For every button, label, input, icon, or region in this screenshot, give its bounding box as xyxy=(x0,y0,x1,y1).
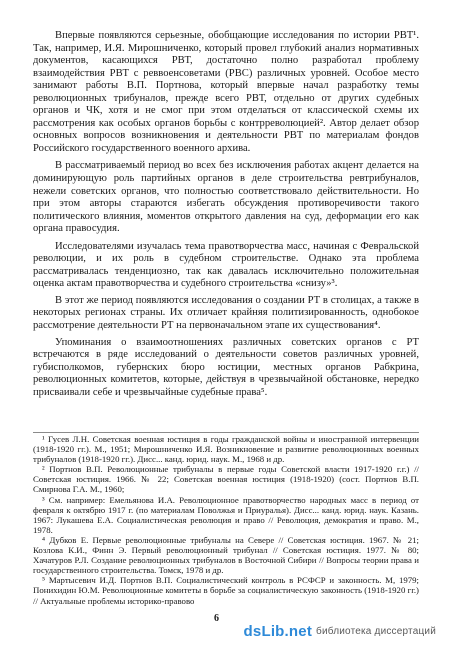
watermark-logo: dsLib.net xyxy=(243,623,313,640)
watermark xyxy=(244,623,436,640)
paragraph-4: В этот же период появляются исследования о создании РТ в столицах, а также в некоторых регионах страны. Их отличает крайняя политизированность, однобокое рассмотрение деятельности РТ на первоначальном этапе их существования⁴. xyxy=(33,294,419,332)
paragraph-3: Исследователями изучалась тема правотворчества масс, начиная с Февральской революции, и их роль в судебном строительстве. Однако эта проблема рассматривалась тенденциозно, так как давалась исключительно положительная оценка актам правотворчества и судебного строительства «снизу»³. xyxy=(33,240,419,290)
footnote-2: ² Портнов В.П. Революционные трибуналы в первые годы Советской власти 1917-1920 г.г.) // Советская юстиция. 1966. № 22; Советская военная юстиция (1918-1920) (сост. Портнов В.П. Смирнова Г.А. М., 1960; xyxy=(33,464,419,495)
paragraph-5: Упоминания о взаимоотношениях различных советских органов с РТ встречаются в ряде исследований о деятельности советов различных уровней, губисполкомов, губернских бюро юстиции, местных органов Рабкрина, революционных комитетов, которые, действуя в чрезвычайной обстановке, нередко присваивали себе и чрезвычайные судебные права⁵. xyxy=(33,336,419,398)
footnote-4: ⁴ Дубков Е. Первые революционные трибуналы на Севере // Советская юстиция. 1967. № 21; Козлова К.И., Финн Э. Первый революционный трибунал // Советская юстиция. 1977. № 80; Хачатуров Р.Л. Создание революционных трибуналов в Восточной Сибири // Вопросы теории права и государственного строительства. Томск, 1978 и др. xyxy=(33,534,419,576)
footnote-5: ⁵ Мартысевич И.Д. Портнов В.П. Социалистический контроль в РСФСР и законность. М, 1979; Понихидин Ю.М. Революционные комитеты в борьбе за социалистическую законность (1918-1920 гг.) // Актуальные проблемы историко-правово xyxy=(33,575,419,606)
watermark-subtitle: библиотека диссертаций xyxy=(316,626,436,637)
footnotes xyxy=(33,432,419,606)
main-text xyxy=(33,30,419,399)
footnote-1: ¹ Гусев Л.Н. Советская военная юстиция в годы гражданской войны и иностранной интервенции (1918-1920 гг.). М., 1951; Мирошниченко И.Я. Возникновение и развитие революционных военных трибуналов (1918-1920 гг.). Дисс... канд. юрид. наук. М., 1968 и др. xyxy=(33,434,419,465)
footnote-3: ³ См. например: Емельянова И.А. Революционное правотворчество народных масс в период от февраля к октябрю 1917 г. (по материалам Поволжья и Приуралья). Дисс... канд. юрид. наук. Казань. 1967: Лукашева Е.А. Социалистическая революция и право // Революция, демократия и право. М., 1978. xyxy=(33,494,419,535)
footnote-divider xyxy=(33,432,419,433)
paragraph-1: Впервые появляются серьезные, обобщающие исследования по истории РВТ¹. Так, например, И.Я. Мирошниченко, который провел глубокий анализ нормативных документов, касающихся РВТ, достаточно полно разработал проблему взаимодействия РВТ с реввоенсоветами (РВС) различных уровней. Особое место занимают работы В.П. Портнова, который впервые начал разработку темы революционных трибуналов, прежде всего РВТ, отдельно от других судебных органов и ЧК, хотя и не смог при этом отделаться от классической схемы их рассмотрения как особых органов борьбы с контрреволюцией². Автор делает обзор основных вопросов возникновения и деятельности РВТ по материалам фондов Российского государственного военного архива. xyxy=(33,30,419,154)
paragraph-2: В рассматриваемый период во всех без исключения работах акцент делается на доминирующую роль партийных органов в деле строительства ревтрибуналов, нежели советских органов, что полностью соответствовало действительности. Но при этом авторы стараются избегать обсуждения противоречивости такого политического влияния, моментов открытого давления на суд, деформации его как органа правосудия. xyxy=(33,160,419,235)
page-number: 6 xyxy=(214,613,219,624)
